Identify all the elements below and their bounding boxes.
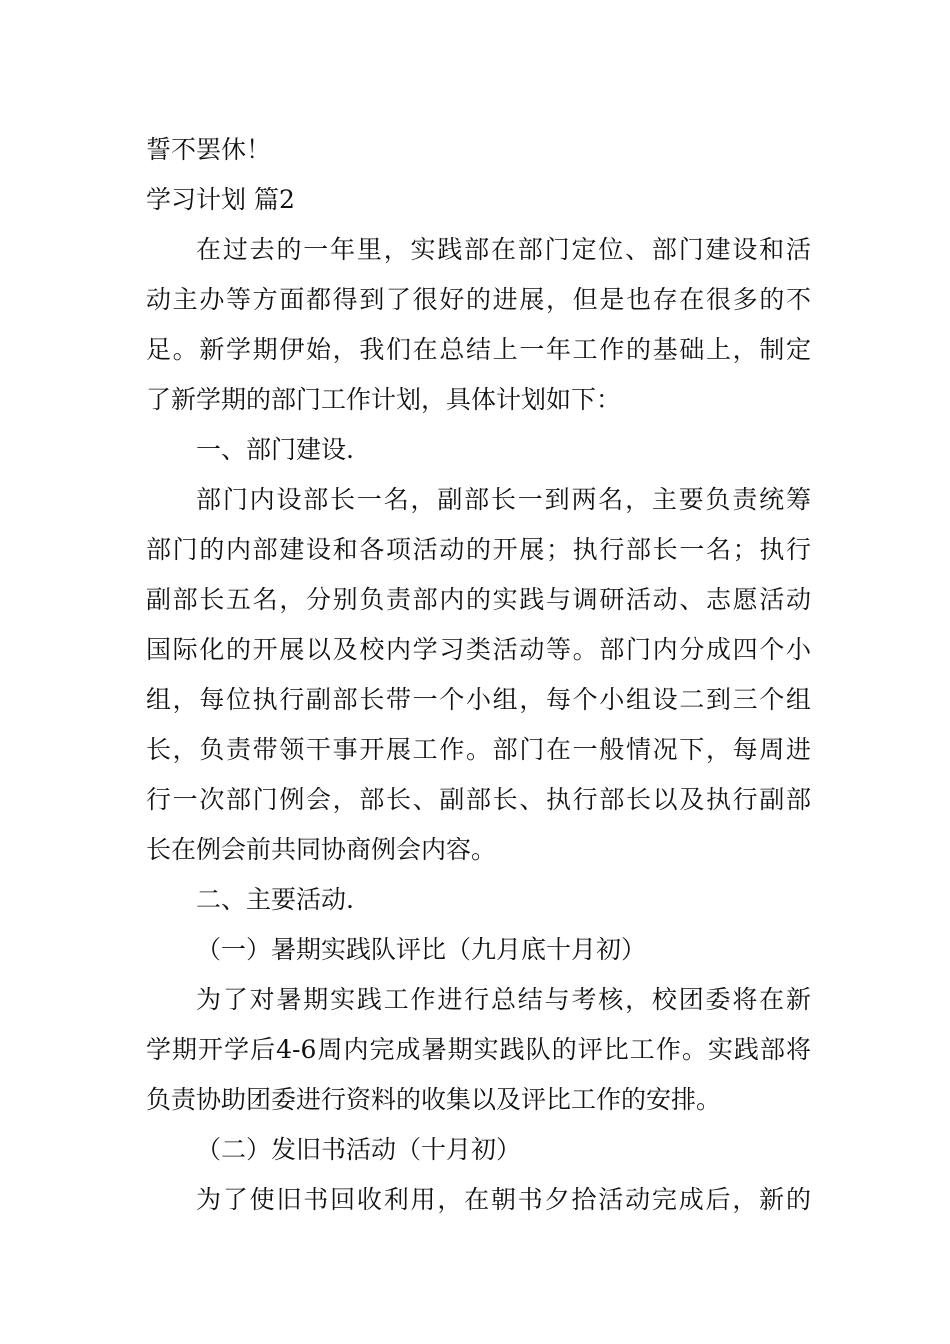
dept-line-5: 组，每位执行副部长带一个小组，每个小组设二到三个组: [146, 685, 811, 714]
activity1-line-3: 负责协助团委进行资料的收集以及评比工作的安排。: [146, 1085, 722, 1114]
activity2-line-1: 为了使旧书回收利用，在朝书夕拾活动完成后，新的: [196, 1185, 811, 1214]
intro-line-1: 在过去的一年里，实践部在部门定位、部门建设和活: [196, 235, 811, 264]
heading-main-activities: 二、主要活动.: [196, 885, 354, 914]
subheading-summer-practice: （一）暑期实践队评比（九月底十月初）: [196, 935, 647, 964]
intro-line-2: 动主办等方面都得到了很好的进展，但是也存在很多的不: [146, 285, 811, 314]
dept-line-2: 部门的内部建设和各项活动的开展；执行部长一名；执行: [146, 535, 811, 564]
intro-line-4: 了新学期的部门工作计划，具体计划如下：: [146, 385, 622, 414]
dept-line-6: 长，负责带领干事开展工作。部门在一般情况下，每周进: [146, 735, 811, 764]
previous-section-ending: 誓不罢休！: [146, 135, 272, 164]
activity1-line-2: 学期开学后4-6周内完成暑期实践队的评比工作。实践部将: [146, 1035, 811, 1064]
intro-line-3: 足。新学期伊始，我们在总结上一年工作的基础上，制定: [146, 335, 811, 364]
dept-line-3: 副部长五名，分别负责部内的实践与调研活动、志愿活动: [146, 585, 811, 614]
dept-line-4: 国际化的开展以及校内学习类活动等。部门内分成四个小: [146, 635, 811, 664]
subheading-old-books: （二）发旧书活动（十月初）: [196, 1135, 522, 1164]
section-heading: 学习计划 篇2: [146, 185, 295, 214]
dept-line-8: 长在例会前共同协商例会内容。: [146, 835, 497, 864]
activity1-line-1: 为了对暑期实践工作进行总结与考核，校团委将在新: [196, 985, 811, 1014]
heading-department-building: 一、部门建设.: [196, 435, 354, 464]
dept-line-1: 部门内设部长一名，副部长一到两名，主要负责统筹: [196, 485, 811, 514]
dept-line-7: 行一次部门例会，部长、副部长、执行部长以及执行副部: [146, 785, 811, 814]
